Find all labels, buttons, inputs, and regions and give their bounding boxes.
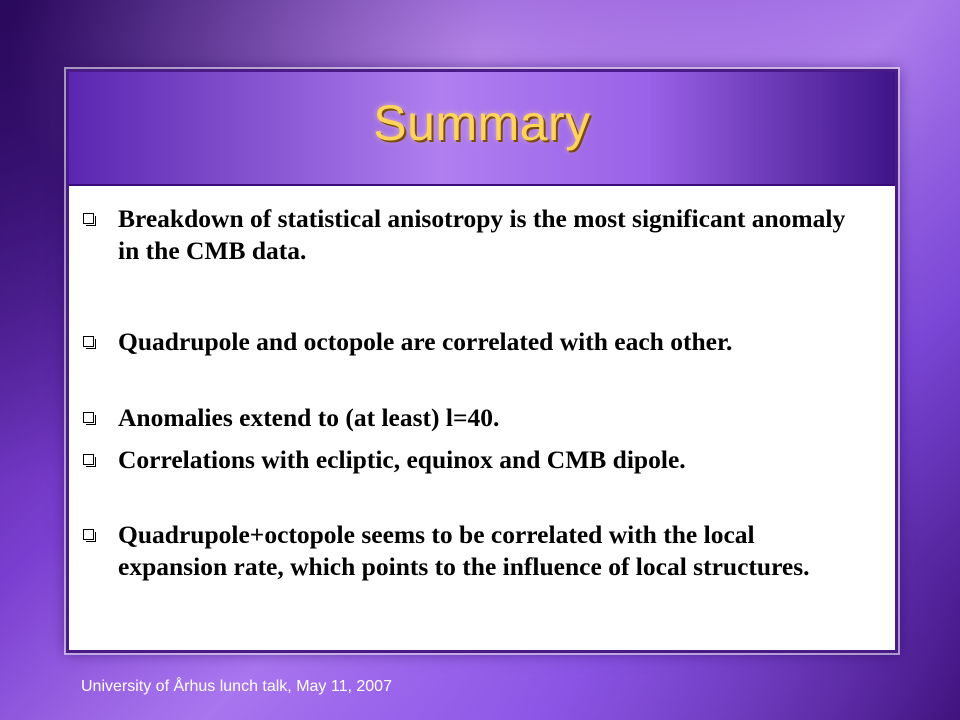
hollow-square-bullet-icon <box>83 529 94 540</box>
bullet-item <box>83 326 865 358</box>
bullet-item <box>83 402 865 434</box>
bullet-item <box>83 519 865 583</box>
hollow-square-bullet-icon <box>83 336 94 347</box>
bullet-text: Quadrupole+octopole seems to be correlated with the local expansion rate, which points to the influence of local structures. <box>118 520 810 581</box>
hollow-square-bullet-icon <box>83 213 94 224</box>
title-band <box>69 72 895 189</box>
bullet-text: Quadrupole and octopole are correlated with each other. <box>118 327 733 356</box>
footer-text: University of Århus lunch talk, May 11, 2007 <box>81 678 392 695</box>
bullet-item <box>83 203 865 267</box>
content-area <box>69 189 895 650</box>
bullet-text: Anomalies extend to (at least) l=40. <box>118 403 500 432</box>
page-title: Summary <box>373 95 591 151</box>
hollow-square-bullet-icon <box>83 412 94 423</box>
bullet-text: Correlations with ecliptic, equinox and CMB dipole. <box>118 445 686 474</box>
slide-frame <box>66 69 898 653</box>
bullet-item <box>83 444 865 476</box>
hollow-square-bullet-icon <box>83 454 94 465</box>
bullet-text: Breakdown of statistical anisotropy is the most significant anomaly in the CMB data. <box>118 204 846 265</box>
